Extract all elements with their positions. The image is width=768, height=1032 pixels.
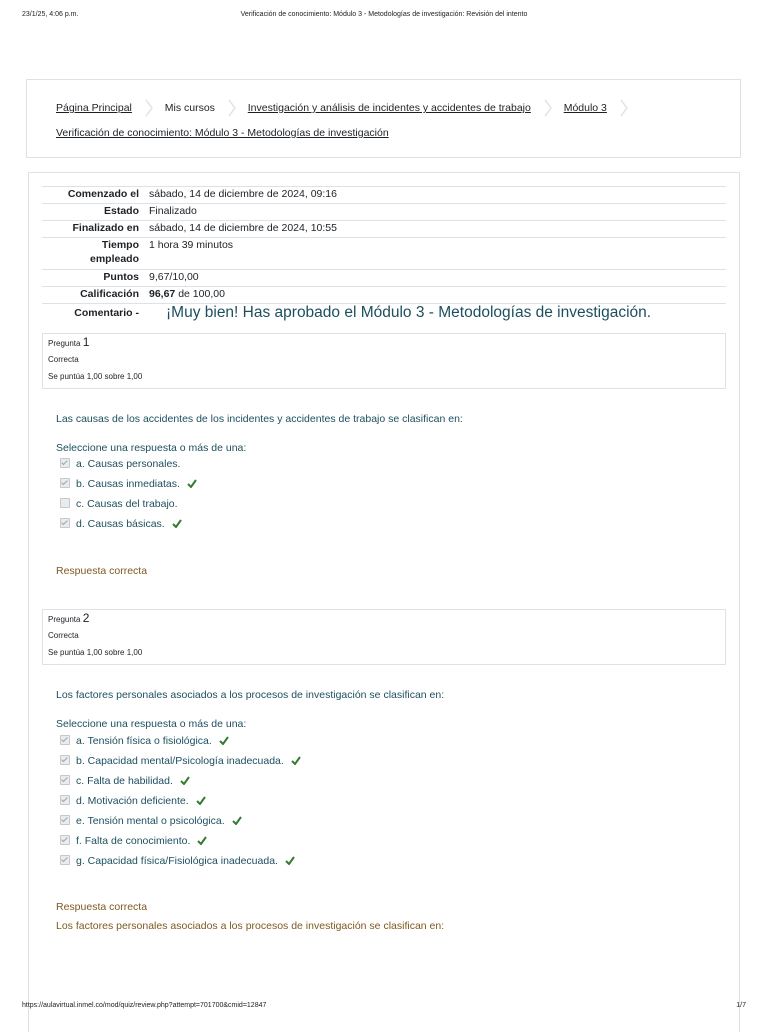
print-title: Verificación de conocimiento: Módulo 3 - Metodologías de investigación: Revisión del intento: [240, 11, 528, 18]
summary-label: Calificación: [80, 288, 139, 300]
summary-value: 1 hora 39 minutos: [149, 239, 234, 251]
check-icon: [197, 836, 207, 845]
breadcrumb-home-link[interactable]: Página Principal: [56, 102, 132, 114]
summary-label: Tiempo: [101, 239, 139, 251]
question-2-option-g[interactable]: g. Capacidad física/Fisiológica inadecuada.: [60, 855, 295, 869]
checkbox[interactable]: [60, 775, 70, 785]
breadcrumb-current-quiz-link[interactable]: Verificación de conocimiento: Módulo 3 - Metodologías de investigación: [56, 127, 389, 139]
breadcrumb-my-courses[interactable]: Mis cursos: [164, 102, 215, 114]
breadcrumb-module-link[interactable]: Módulo 3: [563, 102, 607, 114]
summary-value: 9,67/10,00: [149, 271, 199, 283]
question-state: Correcta: [48, 631, 79, 640]
chevron-right-icon: [144, 99, 154, 117]
summary-label: Comentario -: [74, 307, 139, 319]
summary-value: sábado, 14 de diciembre de 2024, 09:16: [149, 188, 337, 200]
attempt-summary-table: [42, 186, 726, 330]
checkbox[interactable]: [60, 815, 70, 825]
question-number: Pregunta 2: [48, 611, 90, 625]
summary-label: Puntos: [103, 271, 139, 283]
question-1-option-c[interactable]: c. Causas del trabajo.: [60, 498, 178, 512]
summary-label: Finalizado en: [72, 222, 139, 234]
checkbox[interactable]: [60, 855, 70, 865]
question-1-option-b[interactable]: b. Causas inmediatas.: [60, 478, 197, 492]
question-state: Correcta: [48, 355, 79, 364]
print-url: https://aulavirtual.inmel.co/mod/quiz/review.php?attempt=701700&cmid=12847: [22, 1002, 267, 1009]
question-2-option-d[interactable]: d. Motivación deficiente.: [60, 795, 206, 809]
question-2-option-f[interactable]: f. Falta de conocimiento.: [60, 835, 207, 849]
checkbox[interactable]: [60, 735, 70, 745]
question-2-option-a[interactable]: a. Tensión física o fisiológica.: [60, 735, 229, 749]
summary-comment: ¡Muy bien! Has aprobado el Módulo 3 - Metodologías de investigación.: [166, 304, 652, 321]
question-1-option-a[interactable]: a. Causas personales.: [60, 458, 180, 472]
question-2-info: [42, 609, 726, 665]
question-2-option-b[interactable]: b. Capacidad mental/Psicología inadecuada.: [60, 755, 301, 769]
summary-value: Finalizado: [149, 205, 197, 217]
checkbox[interactable]: [60, 458, 70, 468]
print-page-number: 1/7: [736, 1002, 746, 1009]
breadcrumb-box: [26, 79, 741, 158]
check-icon: [232, 816, 242, 825]
summary-value: sábado, 14 de diciembre de 2024, 10:55: [149, 222, 337, 234]
chevron-right-icon: [543, 99, 553, 117]
question-2-prompt: Seleccione una respuesta o más de una:: [56, 718, 247, 730]
summary-row-state: [42, 203, 726, 220]
summary-row-grade: [42, 286, 726, 303]
check-icon: [187, 479, 197, 488]
checkbox[interactable]: [60, 795, 70, 805]
grade-value: 96,67: [149, 288, 176, 300]
check-icon: [196, 796, 206, 805]
breadcrumb-course-link[interactable]: Investigación y análisis de incidentes y accidentes de trabajo: [247, 102, 531, 114]
question-1-text: Las causas de los accidentes de los incidentes y accidentes de trabajo se clasifican en:: [56, 413, 463, 425]
question-2-feedback-text: Los factores personales asociados a los procesos de investigación se clasifican en:: [56, 920, 445, 932]
check-icon: [172, 519, 182, 528]
question-1-option-d[interactable]: d. Causas básicas.: [60, 518, 182, 532]
check-icon: [285, 856, 295, 865]
summary-row-started: [42, 186, 726, 203]
question-1-info: [42, 333, 726, 389]
summary-value: [149, 288, 225, 300]
checkbox[interactable]: [60, 498, 70, 508]
checkbox[interactable]: [60, 518, 70, 528]
summary-label: empleado: [89, 253, 139, 265]
question-1-feedback: Respuesta correcta: [56, 565, 148, 577]
check-icon: [219, 736, 229, 745]
summary-row-time: [42, 237, 726, 269]
question-1-prompt: Seleccione una respuesta o más de una:: [56, 442, 247, 454]
chevron-right-icon: [619, 99, 629, 117]
breadcrumb: [56, 99, 637, 113]
summary-row-finished: [42, 220, 726, 237]
summary-label: Estado: [103, 205, 139, 217]
check-icon: [291, 756, 301, 765]
chevron-right-icon: [227, 99, 237, 117]
summary-row-comment: [42, 303, 726, 330]
grade-out-of: de 100,00: [178, 288, 225, 300]
checkbox[interactable]: [60, 478, 70, 488]
summary-label: Comenzado el: [67, 188, 139, 200]
print-header: [0, 11, 768, 23]
checkbox[interactable]: [60, 755, 70, 765]
question-grade: Se puntúa 1,00 sobre 1,00: [48, 648, 143, 657]
question-grade: Se puntúa 1,00 sobre 1,00: [48, 372, 143, 381]
question-2-option-e[interactable]: e. Tensión mental o psicológica.: [60, 815, 242, 829]
summary-row-points: [42, 269, 726, 286]
checkbox[interactable]: [60, 835, 70, 845]
question-2-text: Los factores personales asociados a los procesos de investigación se clasifican en:: [56, 689, 445, 701]
question-2-option-c[interactable]: c. Falta de habilidad.: [60, 775, 190, 789]
question-2-feedback: Respuesta correcta: [56, 901, 148, 913]
question-number: Pregunta 1: [48, 335, 90, 349]
print-datetime: 23/1/25, 4:06 p.m.: [22, 11, 79, 18]
check-icon: [180, 776, 190, 785]
